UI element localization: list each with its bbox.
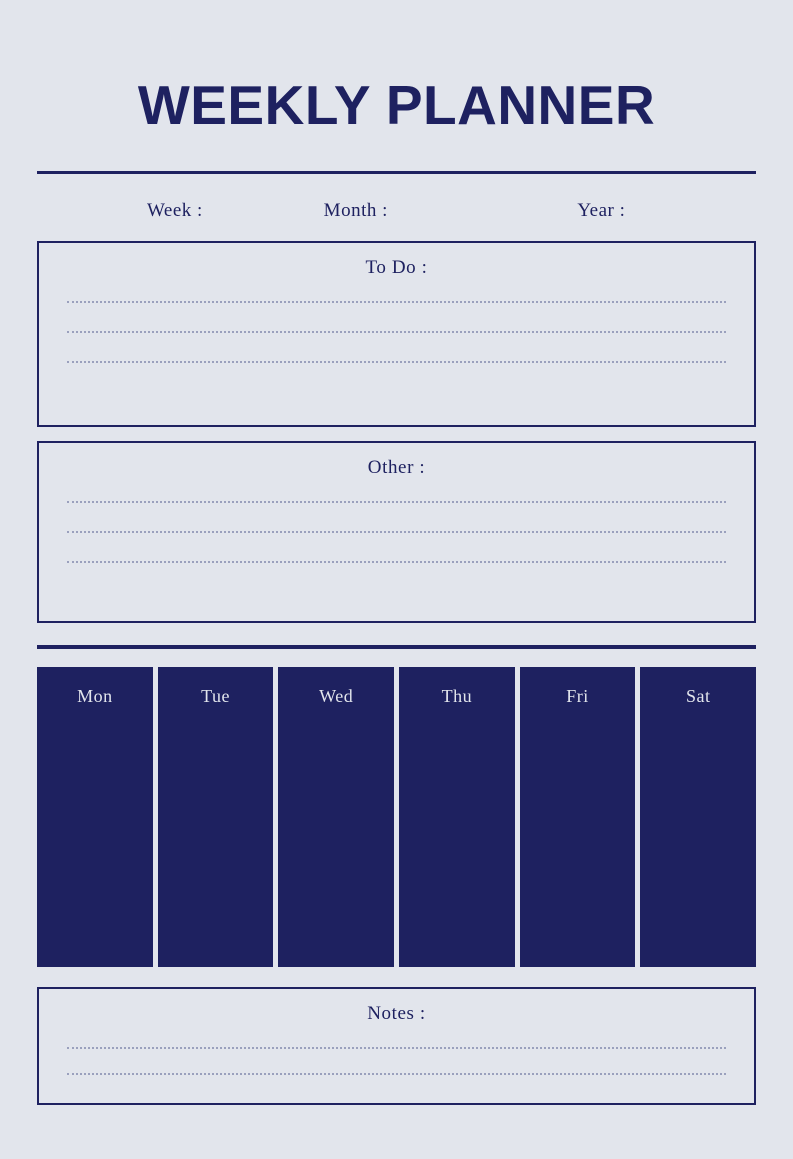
day-label: Tue xyxy=(201,686,230,707)
day-column-wed[interactable] xyxy=(278,667,394,967)
planner-page xyxy=(0,37,793,1159)
todo-write-line[interactable] xyxy=(67,301,726,303)
title-divider xyxy=(37,171,756,174)
notes-write-line[interactable] xyxy=(67,1047,726,1049)
other-label: Other : xyxy=(367,457,426,479)
other-write-line[interactable] xyxy=(67,561,726,563)
todo-write-line[interactable] xyxy=(67,361,726,363)
section-divider xyxy=(37,645,756,649)
other-write-line[interactable] xyxy=(67,501,726,503)
other-box xyxy=(37,441,756,623)
day-label: Mon xyxy=(77,686,113,707)
day-label: Fri xyxy=(566,686,589,707)
notes-box xyxy=(37,987,756,1105)
todo-box xyxy=(37,241,756,427)
day-label: Wed xyxy=(319,686,354,707)
other-write-line[interactable] xyxy=(67,531,726,533)
day-label: Sat xyxy=(685,686,711,707)
year-field-label[interactable]: Year : xyxy=(577,200,626,222)
day-column-fri[interactable] xyxy=(520,667,636,967)
todo-label: To Do : xyxy=(365,257,428,279)
week-field-label[interactable]: Week : xyxy=(147,200,203,222)
month-field-label[interactable]: Month : xyxy=(323,200,388,222)
notes-label: Notes : xyxy=(367,1003,426,1025)
notes-write-line[interactable] xyxy=(67,1073,726,1075)
day-column-thu[interactable] xyxy=(399,667,515,967)
day-column-sat[interactable] xyxy=(640,667,756,967)
day-label: Thu xyxy=(441,686,473,707)
meta-row xyxy=(37,200,756,222)
page-title: WEEKLY PLANNER xyxy=(137,73,656,136)
day-column-tue[interactable] xyxy=(158,667,274,967)
day-column-mon[interactable] xyxy=(37,667,153,967)
todo-write-line[interactable] xyxy=(67,331,726,333)
days-grid xyxy=(37,667,756,967)
